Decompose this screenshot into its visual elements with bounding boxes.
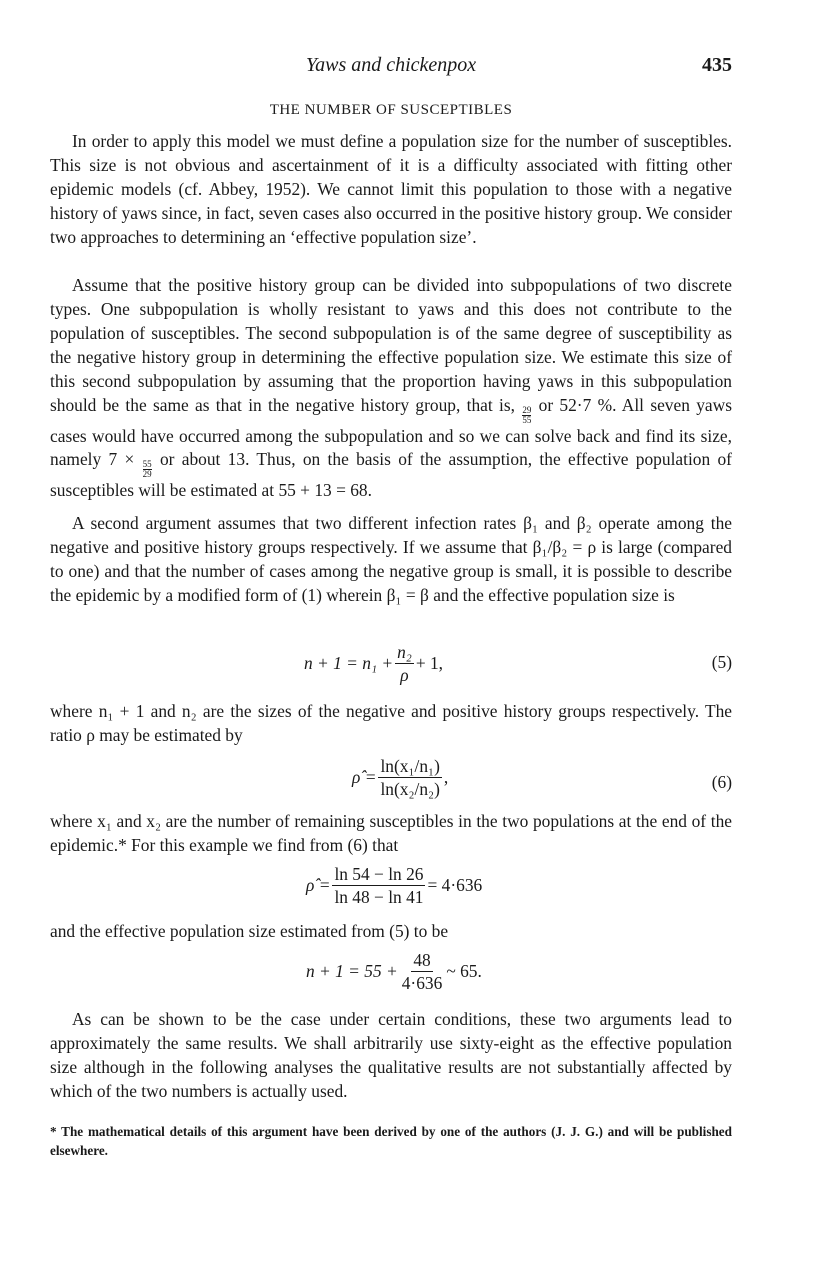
paragraph-2c-text: or about 13. Thus, on the basis of the assumption, the effective population of susceptibles will be estimated at 55 + 13 = 68. — [50, 449, 732, 501]
estimate-rho-lhs: ρ̂ = — [306, 875, 331, 895]
equation-5 — [50, 642, 732, 702]
equation-6-lhs: ρ̂ = — [352, 767, 377, 787]
footnote-text: * The mathematical details of this argument have been derived by one of the authors (J. J. G.) and will be published elsewhere. — [50, 1124, 732, 1158]
paragraph-2a-text: Assume that the positive history group can be divided into subpopulations of two discrete types. One subpopulation is wholly resistant to yaws and this does not contribute to the population of susceptibles. The second subpopulation is of the same degree of susceptibility as the negative history group in determining the effective population size. We estimate this size of this second subpopulation by assuming that the proportion having yaws in this subpopulation should be the same as that in the negative history group, that is, — [50, 275, 732, 415]
section-heading: THE NUMBER OF SUSCEPTIBLES — [269, 102, 513, 118]
running-head — [50, 52, 732, 82]
estimate-rho-fraction: $\frac{\ln 54 - \ln 26}{\ln 48 - \ln 41}$ — [334, 864, 424, 907]
estimate-n-rhs: ~ 65. — [446, 961, 482, 981]
running-title: Yaws and chickenpox — [305, 54, 477, 76]
paragraph-3-text: A second argument assumes that two different infection rates β₁ and β₂ operate among the negative and positive history groups respectively. If we assume that β₁/β₂ = ρ is large (compared to one) and that the number of cases among the negative group is small, it is possible to describe the epidemic by a modified form of (1) wherein β₁ = β and the effective population size is — [50, 513, 732, 605]
estimate-rho — [50, 864, 732, 924]
equation-5-number: (5) — [711, 652, 732, 672]
estimate-rho-rhs: = 4·636 — [427, 875, 483, 895]
paragraph-4 — [50, 700, 732, 748]
paragraph-5-text: where x₁ and x₂ are the number of remaining susceptibles in the two populations at the end of the epidemic.* For this example we find from (6) that — [50, 811, 732, 855]
equation-6-fraction: $\frac{\text{ln(x₁/n₁)}}{\text{ln(x₂/n₂)}}$ — [380, 756, 440, 799]
paragraph-2b-text: or 52·7 %. All seven yaws cases would have occurred among the subpopulation and so we can solve back and find its size, namely 7 × — [50, 394, 732, 470]
estimate-n-fraction: $\frac{48}{4\cdot 636}$ — [401, 950, 443, 993]
paragraph-3 — [50, 512, 732, 608]
paragraph-5 — [50, 810, 732, 858]
paragraph-1-text: In order to apply this model we must define a population size for the number of susceptibles. This size is not obvious and ascertainment of it is a difficulty associated with fitting other epidemic models (cf. Abbey, 1952). We cannot limit this population to those with a negative history of yaws since, in fact, seven cases also occurred in the positive history group. We consider two approaches to determining an ‘effective population size’. — [50, 131, 732, 247]
equation-6-number: (6) — [711, 772, 732, 792]
equation-5-fraction: $\frac{\text{n₂}}{\rho}$ — [397, 642, 412, 685]
footnote — [50, 1122, 732, 1160]
paragraph-7-text: As can be shown to be the case under certain conditions, these two arguments lead to approximately the same results. We shall arbitrarily use sixty-eight as the effective population size although in the following analyses the qualitative results are not substantially affected by which of the two numbers is actually used. — [50, 1009, 732, 1101]
estimate-n-lhs: n + 1 = 55 + — [306, 961, 398, 981]
page-number: 435 — [702, 54, 732, 76]
equation-5-lhs: n + 1 = n₁ + — [304, 653, 394, 673]
paragraph-4-text: where n₁ + 1 and n₂ are the sizes of the negative and positive history groups respectively. The ratio ρ may be estimated by — [50, 701, 732, 745]
paragraph-6-text: and the effective population size estimated from (5) to be — [50, 921, 449, 941]
paragraph-6 — [50, 920, 732, 944]
equation-6-rhs: , — [443, 767, 449, 787]
paragraph-1 — [50, 130, 732, 250]
equation-5-rhs: + 1, — [415, 653, 444, 673]
inline-fraction-55-29: $\frac{55}{29}$ — [142, 459, 152, 480]
equation-6 — [50, 756, 732, 816]
estimate-n — [50, 950, 732, 1010]
inline-fraction-29-55: $\frac{29}{55}$ — [522, 404, 532, 425]
paragraph-2 — [50, 274, 732, 503]
paragraph-7 — [50, 1008, 732, 1104]
